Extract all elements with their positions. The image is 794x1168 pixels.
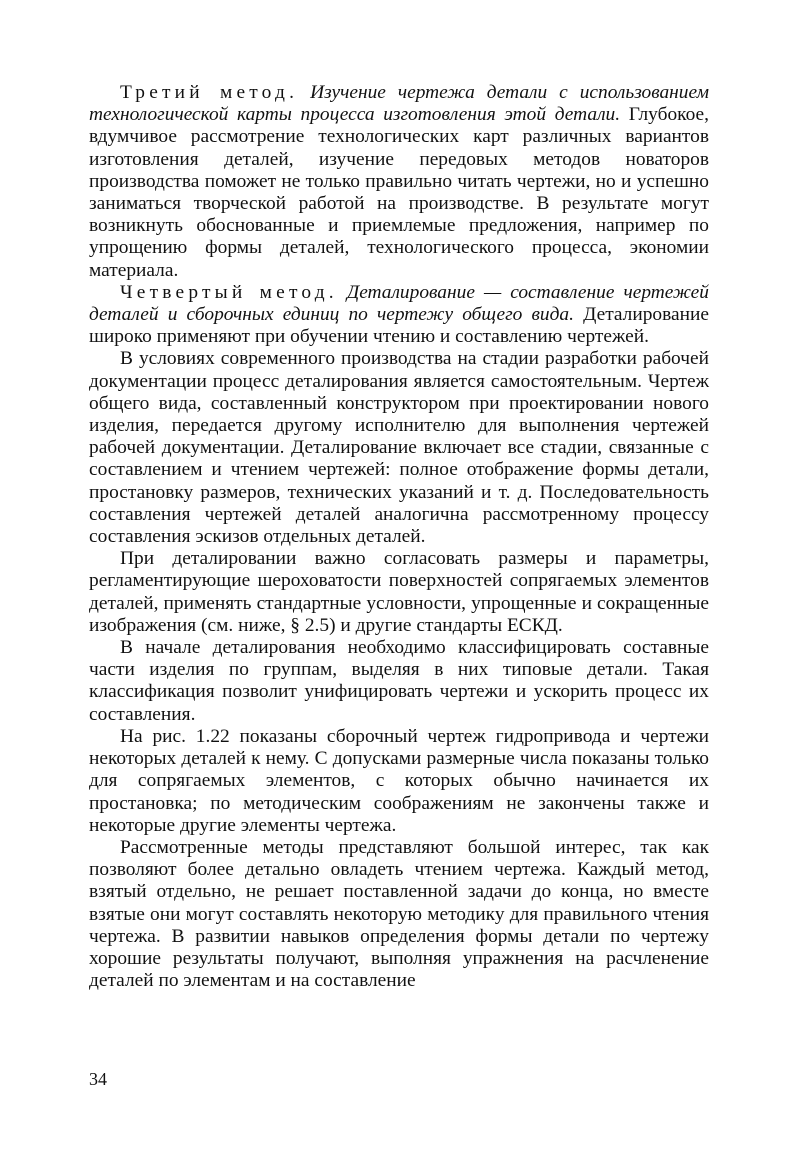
paragraph-fourth-method <box>89 282 709 349</box>
paragraph-production-conditions: В условиях современного производства на стадии разработки рабочей документации процесс деталирования является самостоятельным. Чертеж общего вида, составленный конструктором при проектировании нового изделия, передается другому исполнителю для выполнения чертежей рабочей документации. Деталирование включает все стадии, связанные с составлением и чтением чертежей: полное отображение формы детали, простановку размеров, технических указаний и т. д. Последовательность составления чертежей деталей аналогична рассмотренному процессу составления эскизов отдельных деталей. <box>89 348 709 548</box>
method-heading: Третий метод. <box>120 82 299 103</box>
paragraph-coordination: При деталировании важно согласовать размеры и параметры, регламентирующие шероховатости поверхностей сопрягаемых элементов деталей, применять стандартные условности, упрощенные и сокращенные изображения (см. ниже, § 2.5) и другие стандарты ЕСКД. <box>89 548 709 636</box>
paragraph-classification: В начале деталирования необходимо классифицировать составные части изделия по группам, выделяя в них типовые детали. Такая классификация позволит унифицировать чертежи и ускорить процесс их составления. <box>89 637 709 725</box>
paragraph-third-method <box>89 82 709 282</box>
paragraph-figure-reference: На рис. 1.22 показаны сборочный чертеж гидропривода и чертежи некоторых деталей к нему. С допусками размерные числа показаны только для сопрягаемых элементов, с которых обычно начинается их простановка; по методическим соображениям не закончены также и некоторые другие элементы чертежа. <box>89 725 709 836</box>
method-heading: Четвертый метод. <box>120 281 338 303</box>
method-title: Деталирование — составление чертежей деталей и сборочных единиц по чертежу общего вида. <box>89 281 709 326</box>
page-number: 34 <box>89 1069 107 1089</box>
paragraph-conclusion: Рассмотренные методы представляют большой интерес, так как позволяют более детально овладеть чтением чертежа. Каждый метод, взятый отдельно, не решает поставленной задачи до конца, но вместе взятые они могут составлять некоторую методику для правильного чтения чертежа. В развитии навыков определения формы детали по чертежу хорошие результаты получают, выполняя упражнения на расчленение деталей по элементам и на составление <box>89 836 709 992</box>
paragraph-text: Глубокое, вдумчивое рассмотрение технологических карт различных вариантов изготовления деталей, изучение передовых методов новаторов производства поможет не только правильно читать чертежи, но и успешно заниматься творческой работой на производстве. В результате могут возникнуть обоснованные и приемлемые предложения, например по упрощению формы деталей, технологического процесса, экономии материала. <box>89 104 710 281</box>
method-title: Изучение чертежа детали с использованием технологической карты процесса изготовления этой детали. <box>89 82 709 126</box>
paragraph-text: Деталирование широко применяют при обучении чтению и составлению чертежей. <box>89 304 709 348</box>
page-body <box>89 82 709 992</box>
